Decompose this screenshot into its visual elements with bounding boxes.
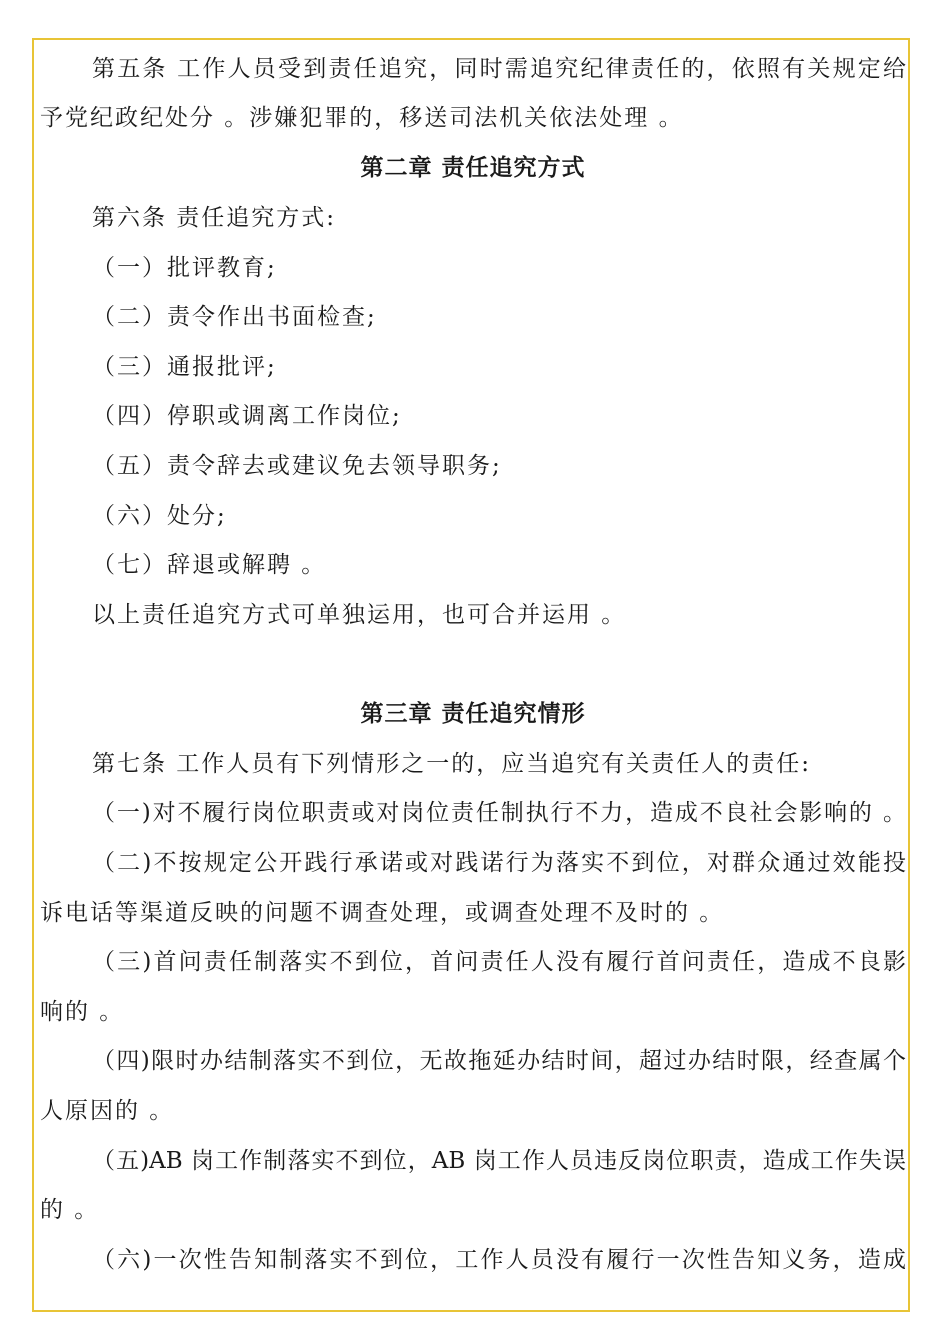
- article5-line1: 第五条 工作人员受到责任追究，同时需追究纪律责任的，依照有关规定给: [92, 56, 906, 82]
- list-item: （一）批评教育;: [92, 255, 277, 281]
- article7-intro: 第七条 工作人员有下列情形之一的，应当追究有关责任人的责任:: [92, 751, 812, 777]
- chapter2-title: 第二章 责任追究方式: [360, 154, 586, 181]
- article6-closing: 以上责任追究方式可单独运用，也可合并运用 。: [92, 602, 627, 628]
- list-item: （五）责令辞去或建议免去领导职务;: [92, 453, 502, 479]
- article7-item2-line1: （二)不按规定公开践行承诺或对践诺行为落实不到位，对群众通过效能投: [92, 850, 906, 876]
- article7-item5-line2: 的 。: [40, 1197, 100, 1223]
- list-item: （二）责令作出书面检查;: [92, 304, 377, 330]
- article6-intro: 第六条 责任追究方式:: [92, 205, 337, 231]
- chapter3-title: 第三章 责任追究情形: [360, 700, 586, 727]
- article7-item2-line2: 诉电话等渠道反映的问题不调查处理，或调查处理不及时的 。: [40, 900, 725, 926]
- list-item: （七）辞退或解聘 。: [92, 552, 327, 578]
- article7-item3-line2: 响的 。: [40, 999, 125, 1025]
- list-item: （六）处分;: [92, 503, 227, 529]
- article7-item1: （一)对不履行岗位职责或对岗位责任制执行不力，造成不良社会影响的 。: [92, 800, 906, 826]
- article7-item3-line1: （三)首问责任制落实不到位，首问责任人没有履行首问责任，造成不良影: [92, 949, 906, 975]
- article7-item4-line1: （四)限时办结制落实不到位，无故拖延办结时间，超过办结时限，经查属个: [92, 1048, 906, 1074]
- list-item: （三）通报批评;: [92, 354, 277, 380]
- article7-item4-line2: 人原因的 。: [40, 1098, 175, 1124]
- list-item: （四）停职或调离工作岗位;: [92, 403, 402, 429]
- article5-line2: 予党纪政纪处分 。涉嫌犯罪的，移送司法机关依法处理 。: [40, 105, 684, 131]
- article7-item5-line1: （五)AB 岗工作制落实不到位，AB 岗工作人员违反岗位职责，造成工作失误: [92, 1148, 906, 1174]
- article7-item6-line1: （六)一次性告知制落实不到位，工作人员没有履行一次性告知义务，造成: [92, 1247, 906, 1273]
